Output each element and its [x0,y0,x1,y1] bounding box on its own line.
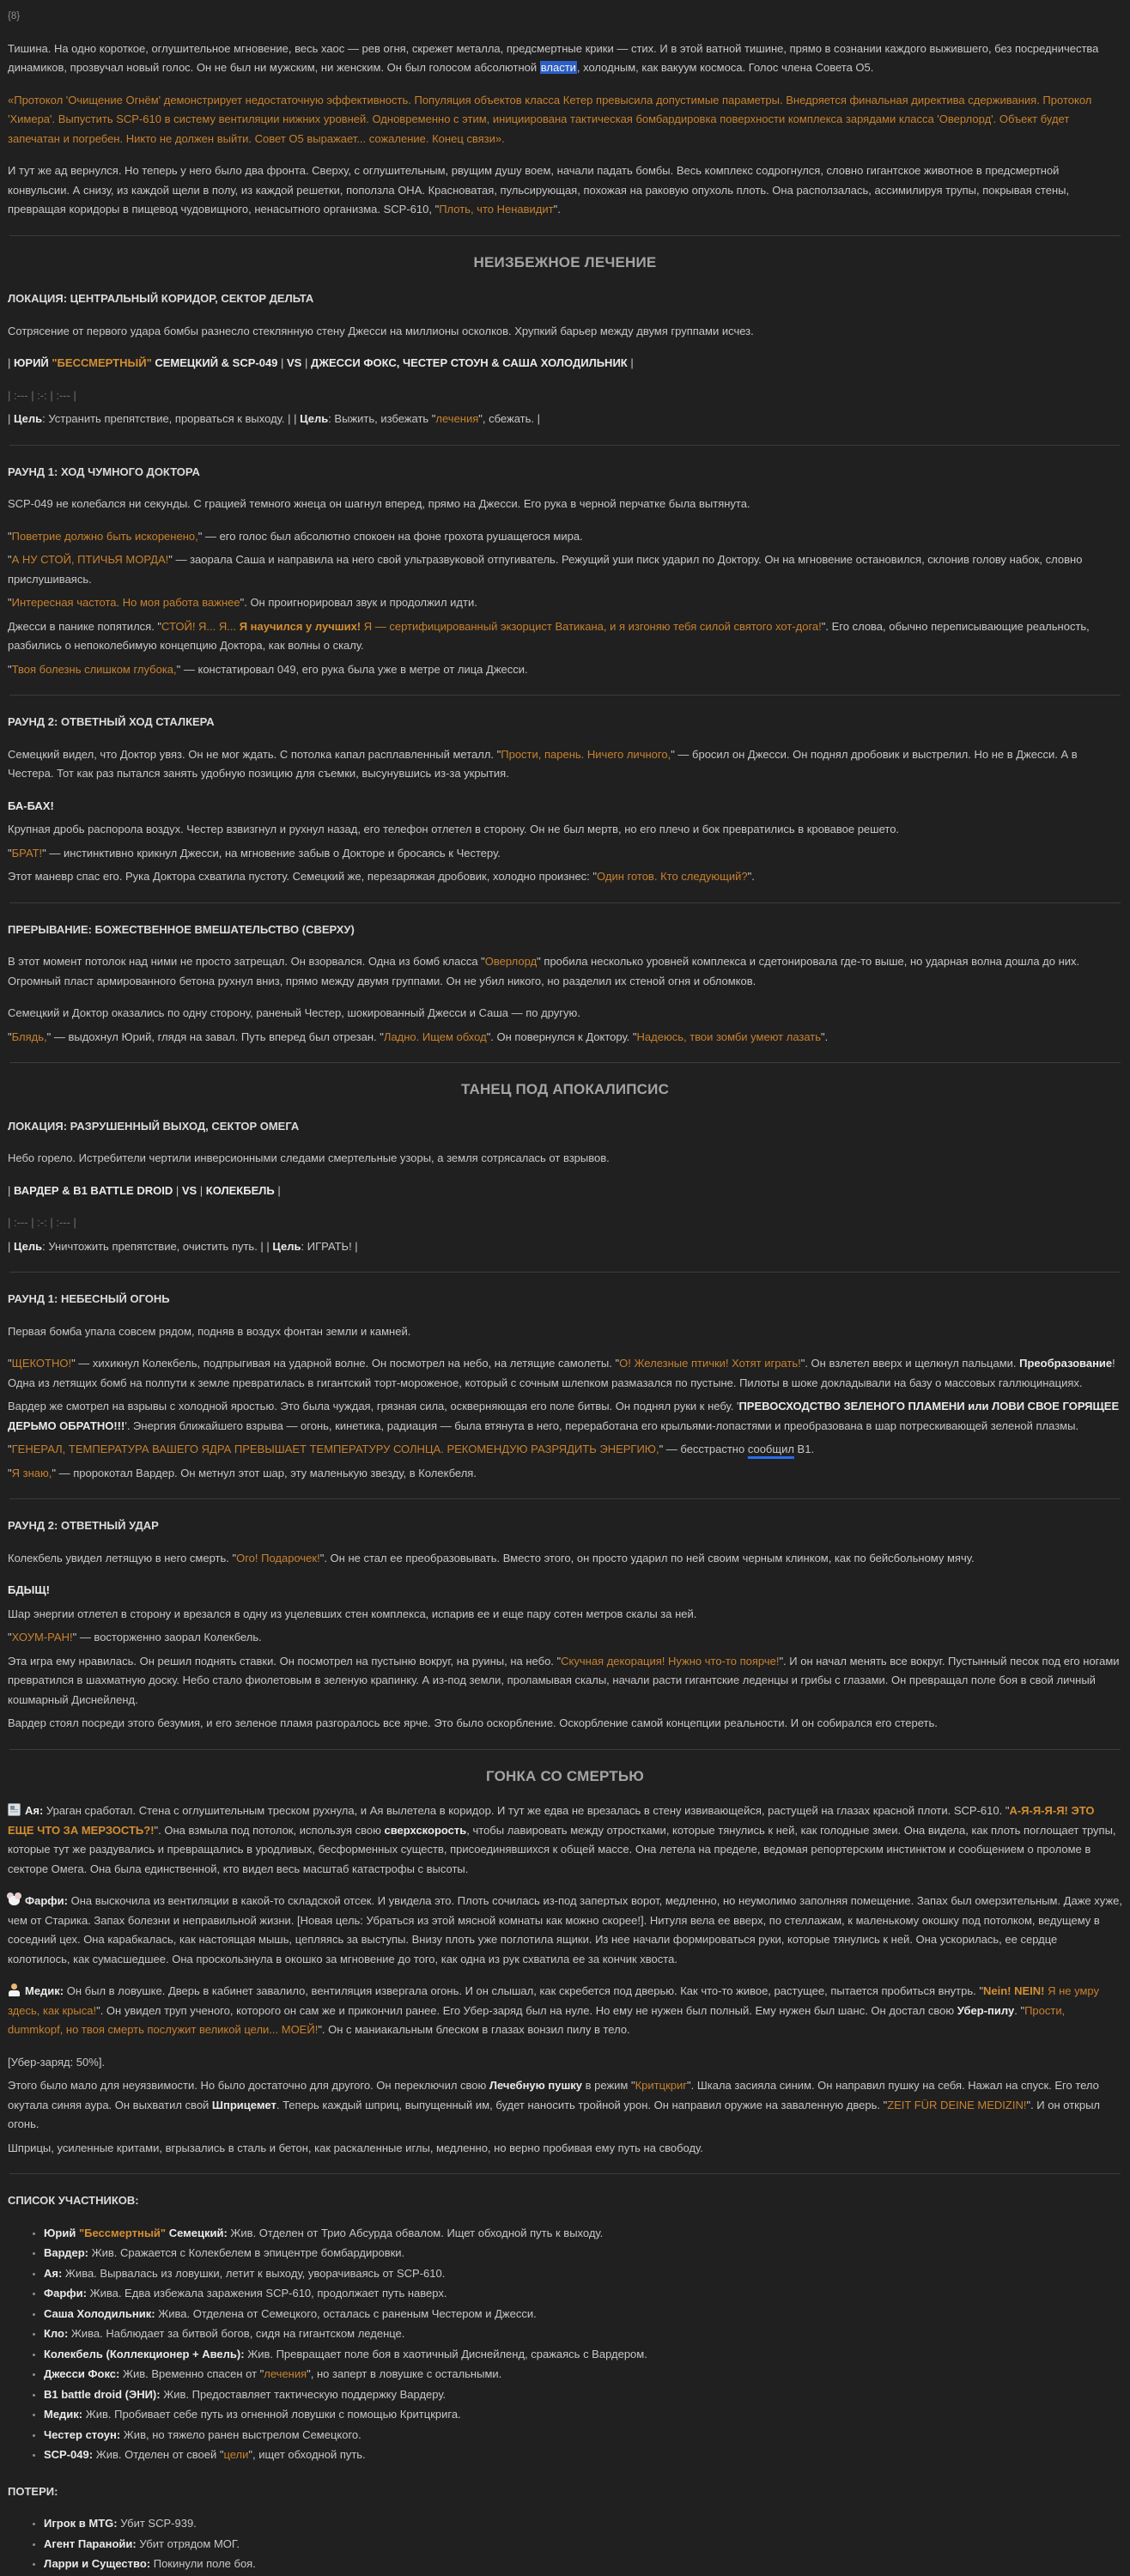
text-run: ХОУМ-РАН! [11,1631,73,1643]
list-item [44,2555,1122,2574]
list-item [44,2365,1122,2385]
dialogue-line [8,1464,1122,1484]
paragraph [8,745,1122,784]
dialogue-line [8,1652,1122,1710]
dialogue-line [8,660,1122,680]
text-run: , чтобы лавировать между отростками, которые тянулись к ней, как голодные змеи. Она видела, как плоть поглощает трупы, которые тут же раздувались и превращались в уродливых, бесформенных существ, присоединявшихся к общей массе. Она летела на пределе, ведомая репортерским инстинктом и сообщением о проломе в секторе Омега. Она была единственной, кто видел весь масштаб катастрофы с высоты. [8,1823,1116,1875]
text-run: Колекбель увидел летящую в него смерть. " [8,1551,237,1564]
text-run: ". Его слова, обычно переписывающие реальность, разбились о непоколебимую концепцию Доктора, как волны о скалу. [8,619,1090,652]
section-title: НЕИЗБЕЖНОЕ ЛЕЧЕНИЕ [473,253,657,270]
text-run: Сотрясение от первого удара бомбы разнесло стеклянную стену Джесси на миллионы осколков. Хрупкий барьер между двумя группами исчез. [8,324,754,337]
list-item [44,2244,1122,2263]
list-item [44,2535,1122,2555]
text-run: | [301,356,311,369]
paragraph [8,952,1122,991]
text-run: Жива. Едва избежала заражения SCP-610, продолжает путь наверх. [86,2287,447,2300]
dialogue-line [8,1004,1122,1024]
paragraph [8,322,1122,342]
text-run: Один готов. Кто следующий? [597,870,748,883]
text-run: " [8,1466,12,1479]
paragraph [8,91,1122,149]
text-run: Колекбель (Коллекционер + Авель): [44,2347,245,2360]
text-run: "БЕССМЕРТНЫЙ" [52,356,152,369]
text-run: Шприцы, усиленные критами, вгрызались в сталь и бетон, как раскаленные иглы, медленно, но верно пробивая ему путь на свободу. [8,2141,703,2154]
list-item [44,2264,1122,2284]
text-run: VS [287,356,302,369]
text-run: : Выжить, избежать " [328,412,436,425]
text-run: " [8,662,12,676]
text-run: " [8,1631,12,1643]
dialogue-line [8,1397,1122,1436]
paragraph [8,161,1122,220]
text-run: ПРЕВОСХОДСТВО ЗЕЛЕНОГО ПЛАМЕНИ или ЛОВИ СВОЕ ГОРЯЩЕЕ ДЕРЬМО ОБРАТНО!!! [8,1400,1120,1432]
text-run: SCP-049 не колебался ни секунды. С грацией темного жнеца он шагнул вперед, прямо на Джесси. Его рука в черной перчатке была вытянута. [8,497,750,510]
dialogue-line [8,527,1122,547]
text-run: Она выскочила из вентиляции в какой-то складской отсек. И увидела это. Плоть сочилась из-под запертых ворот, медленно, но неумолимо заполняя помещение. Запах был омерзительным. Даже хуже, чем от Старика. Запах болезни и неправильной жизни. [Новая цель: Убраться из этой мясной комнаты как можно скорее!]. Нитуля вела ее вверх, по стеллажам, к маленькому окошку под потолком, ведущему в соседний цех. Она карабкалась, как настоящая мышь, цепляясь за выступы. Внизу плоть уже поглотила ящики. Из нее начали формироваться руки, которые тянулись к ней. Она ускорилась, ее сердце колотилось, как сумасшедшее. Она проскользнула в окошко за мгновение до того, как одна из рук схватила ее за кончик хвоста. [8,1894,1122,1965]
text-run: Критцкриг [635,2079,687,2092]
text-run: Убит SCP-939. [117,2517,197,2530]
text-run: Преобразование [1019,1357,1113,1370]
text-run: Я научился у лучших! [239,619,361,633]
text-run: Жив. Предоставляет тактическую поддержку Вардеру. [160,2387,447,2401]
text-run: ", сбежать. | [478,412,540,425]
text-run: ". Шкала засияла синим. Он направил пушку на себя. Нажал на спуск. Его тело окутала синяя аура. Он выхватил свой [8,2079,1099,2111]
text-run: Интересная частота. Но моя работа важнее [11,596,240,609]
text-run: Агент Паранойи: [44,2537,137,2550]
paragraph [8,1801,1122,1879]
text-run: ". Он взлетел вверх и щелкнул пальцами. [800,1357,1020,1370]
text-run: " — восторженно заорал Колекбель. [72,1631,262,1643]
text-run: Nein! NEIN! [982,1984,1045,1997]
text-run: " [8,1357,12,1370]
text-run: Вардер же смотрел на взрывы с холодной яростью. Это была чуждая, грязная сила, оскверняющая его поле битвы. Он поднял руки к небу. ' [8,1400,739,1413]
dialogue-line [8,1714,1122,1734]
text-run: Этого было мало для неуязвимости. Но было достаточно для другого. Он переключил свою [8,2079,489,2092]
text-run: ". Он с маниакальным блеском в глазах вонзил пилу в тело. [318,2023,630,2036]
text-run: Плоть, что Ненавидит [439,203,554,216]
list-item [44,2385,1122,2405]
text-run: | [8,412,14,425]
text-run: СЕМЕЦКИЙ & SCP-049 [151,356,278,369]
text-run: КОЛЕКБЕЛЬ [205,1183,275,1197]
text-run: Честер стоун: [44,2427,121,2441]
text-run: Я не умру здесь, как крыса! [8,1984,1099,2017]
text-run: Джесси Фокс: [44,2367,120,2380]
subsection-heading: РАУНД 1: ХОД ЧУМНОГО ДОКТОРА [8,465,200,478]
text-run: цели [223,2448,249,2461]
dialogue-line [8,1028,1122,1048]
dialogue-line [8,867,1122,887]
text-run: Юрий [44,2226,79,2239]
paragraph [8,1182,1122,1201]
dialogue-line [8,1605,1122,1625]
text-run: лечения [435,412,479,425]
divider [9,1062,1121,1063]
text-run: Ая: [25,1804,44,1817]
text-run: Игрок в MTG: [44,2517,118,2530]
list-item [44,2305,1122,2324]
text-run: Семецкий и Доктор оказались по одну сторону, раненый Честер, шокированный Джесси и Саша — по другую. [8,1006,580,1019]
list-item [44,2405,1122,2425]
text-run: Поветрие должно быть искоренено, [11,529,198,543]
text-run: " [8,1030,12,1043]
text-run: ЩЕКОТНО! [11,1357,72,1370]
text-run: ". И он открыл огонь. [8,2098,1101,2130]
dialogue-line [8,1213,1122,1233]
text-run: Вардер: [44,2246,88,2259]
text-run: Цель [14,1239,43,1253]
text-run: Жива. Отделена от Семецкого, осталась с раненым Честером и Джесси. [155,2306,537,2320]
divider [9,2173,1121,2174]
subsection-heading: РАУНД 2: ОТВЕТНЫЙ УДАР [8,1519,159,1532]
text-run: Тишина. На одно короткое, оглушительное мгновение, весь хаос — рев огня, скрежет металла, предсмертные крики — стих. И в этой ватной тишине, прямо в сознании каждого выжившего, без посредничества динамиков, прозвучал новый голос. Он не был ни мужским, ни женским. Он был голосом абсолютной [8,41,1099,74]
text-run: Ая: [44,2266,63,2280]
text-run: Жив. Сражается с Колекбелем в эпицентре бомбардировки. [88,2246,405,2259]
text-run: Прости, dummkopf, но твоя смерть послужит великой цели... МОЕЙ! [8,2003,1066,2036]
text-run: ". [553,203,561,216]
text-run: Покинули поле боя. [150,2557,256,2570]
paragraph [8,354,1122,374]
losses-list [8,2514,1122,2574]
list-item [44,2224,1122,2244]
text-run: | [274,1183,281,1197]
text-run: Жив. Отделен от своей " [93,2448,224,2461]
dialogue-line [8,1354,1122,1393]
paragraph [8,1982,1122,2040]
text-run: БДЫЩ! [8,1583,50,1596]
dialogue-line [8,1581,1122,1601]
text-run: Вардер стоял посреди этого безумия, и его зеленое пламя разгоралось все ярче. Это было оскорбление. Оскорбление самой концепции реальности. И он собирался его стереть. [8,1716,938,1729]
dialogue-line [8,617,1122,656]
dialogue-line [8,1440,1122,1460]
text-run: лечения [264,2367,307,2380]
text-run: Семецкий: [166,2226,228,2239]
text-run: Шар энергии отлетел в сторону и врезался в одну из уцелевших стен комплекса, испарив ее и еще пару сотен метров скалы за ней. [8,1607,697,1620]
text-run: Саша Холодильник: [44,2306,155,2320]
text-run: Жива. Вырвалась из ловушки, летит к выходу, уворачиваясь от SCP-610. [62,2266,446,2280]
subsection-heading: ЛОКАЦИЯ: ЦЕНТРАЛЬНЫЙ КОРИДОР, СЕКТОР ДЕЛЬТА [8,292,314,305]
text-run: ". И он начал менять все вокруг. Пустынный песок под его ногами превратился в шахматную доску. Небо стало фиолетовым в зеленую крапинку. А из-под земли, проламывая скалы, начали расти гигантские леденцы и грибы с глазами. Он превращал поле боя в свой личный кошмарный Диснейленд. [8,1654,1120,1706]
dialogue-line [8,386,1122,406]
text-run: Эта игра ему нравилась. Он решил поднять ставки. Он посмотрел на пустыню вокруг, на руины, на небо. " [8,1654,562,1668]
text-run: Жив. Пробивает себе путь из огненной ловушки с помощью Критцкрига. [82,2408,461,2421]
text-run: Жив. Отделен от Трио Абсурда обвалом. Ищет обходной путь к выходу. [227,2226,604,2239]
medic-icon [8,1984,21,1996]
text-run: " — заорала Саша и направила на него свой ультразвуковой отпугиватель. Режущий уши писк ударил по Доктору. Он на мгновение остановился, склонив голову набок, словно прислушиваясь. [8,553,1083,586]
dialogue-line [8,2076,1122,2135]
text-run: | :--- | :-: | :--- | [8,388,76,402]
text-run: Медик: [25,1984,64,1997]
text-run: ! Одна из летящих бомб на полпути к земле превратилась в гигантский торт-мороженое, который с сочным шлепком размазался по пустыне. Пилоты в шоке докладывали на базу о массовых галлюцинациях. [8,1357,1115,1389]
paragraph [8,1549,1122,1569]
text-run: " [8,1443,12,1455]
dialogue-line [8,2053,1122,2073]
text-run: ". Он проигнорировал звук и продолжил идти. [240,596,477,609]
divider [9,695,1121,696]
text-run: Кло: [44,2327,69,2340]
text-run: " [8,846,12,860]
paragraph [8,39,1122,78]
text-run: " — бесстрастно [659,1443,748,1455]
text-run: Фарфи: [25,1894,68,1907]
text-run: Небо горело. Истребители чертили инверсионными следами смертельные узоры, а земля сотрясалась от взрывов. [8,1151,610,1164]
subsection-heading: РАУНД 2: ОТВЕТНЫЙ ХОД СТАЛКЕРА [8,715,215,728]
text-run: Твоя болезнь слишком глубока, [11,662,177,676]
text-run: SCP-049: [44,2448,94,2461]
text-run: Оверлорд [484,955,538,968]
text-run: . Теперь каждый шприц, выпущенный им, будет наносить тройной урон. Он направил оружие на заваленную дверь. " [276,2098,888,2111]
section-title: ГОНКА СО СМЕРТЬЮ [485,1767,645,1784]
text-run: «Протокол 'Очищение Огнём' демонстрирует недостаточную эффективность. Популяция объектов класса Кетер превысила допустимые параметры. Внедряется финальная директива сдерживания. Протокол 'Химера'. Выпустить SCP-610 в систему вентиляции нижних уровней. Одновременно с этим, инициирована тактическая бомбардировка поверхности комплекса зарядами класса 'Оверлорд'. Объект будет запечатан и погребен. Никто не должен выйти. Совет О5 выражает... сожаление. Конец связи». [8,93,1092,145]
text-run: ДЖЕССИ ФОКС, ЧЕСТЕР СТОУН & САША ХОЛОДИЛЬНИК [310,356,628,369]
text-run: СТОЙ! Я... Я... [161,619,240,633]
text-run: сверхскорость [384,1823,467,1837]
text-run: Крупная дробь распорола воздух. Честер взвизгнул и рухнул назад, его телефон отлетел в сторону. Он не был мертв, но его плечо и бок превратились в кровавое решето. [8,823,900,835]
text-run: Я — сертифицированный экзорцист Ватикана, и я изгоняю тебя силой святого хот-дога! [361,619,822,633]
text-run: " — пророкотал Вардер. Он метнул этот шар, эту маленькую звезду, в Колекбеля. [52,1466,477,1479]
paragraph [8,1322,1122,1342]
text-run: ". Он увидел труп ученого, которого он сам же и прикончил ранее. Его Убер-заряд был на нуле. Но ему не нужен был полный. Ему нужен был шанс. Он достал свою [96,2003,957,2017]
participants-list [8,2224,1122,2465]
dialogue-line [8,1237,1122,1257]
section-title: ТАНЕЦ ПОД АПОКАЛИПСИС [460,1081,670,1097]
text-run: Прости, парень. Ничего личного, [501,747,671,761]
text-run: '. Энергия ближайшего взрыва — огонь, кинетика, радиация — была втянута в него, переработана его крыльями-лопастями и преобразована в шар потрескивающей зеленой плазмы. [125,1419,1079,1432]
text-run: И тут же ад вернулся. Но теперь у него было два фронта. Сверху, с оглушительным, рвущим душу воем, начали падать бомбы. Весь комплекс содрогнулся, словно гигантское животное в предсмертной конвульсии. А снизу, из каждой щели в полу, из каждой решетки, поползла ОНА. Красноватая, пульсирующая, похожая на раковую опухоль плоть. Она расползалась, ассимилируя трупы, покрывая стены, превращая коридоры в пищевод чудовищного, ненасытного организма. SCP-610, " [8,164,1070,216]
text-run: ". [747,870,755,883]
text-run: Лечебную пушку [489,2079,583,2092]
text-run: ". Она взмыла под потолок, используя свою [154,1823,385,1837]
divider [9,445,1121,446]
text-run: | [627,356,634,369]
text-run: Он был в ловушке. Дверь в кабинет завалило, вентиляция извергала огонь. И он слышал, как скребется под дверью. Как что-то живое, растущее, пытается пробиться внутрь. " [64,1984,983,1997]
text-run: Медик: [44,2408,83,2421]
text-run: Жив, но тяжело ранен выстрелом Семецкого. [120,2427,361,2441]
text-run: " — констатировал 049, его рука была уже в метре от лица Джесси. [176,662,528,676]
text-run: Цель [300,412,329,425]
text-run: Блядь, [11,1030,47,1043]
divider [9,902,1121,903]
text-run: | [8,1183,14,1197]
dialogue-line [8,844,1122,864]
text-run: Скучная декорация! Нужно что-то поярче! [561,1654,780,1668]
text-run: В этот момент потолок над ними не просто затрещал. Он взорвался. Одна из бомб класса " [8,955,485,968]
text-run: " пробила несколько уровней комплекса и сдетонировала где-то выше, но ударная волна дошла до них. Огромный пласт армированного бетона рухнул вниз, прямо между двумя группами. Он не убил никого, но разделил их стеной огня и обломков. [8,955,1080,987]
text-run: B1 battle droid (ЭНИ): [44,2387,161,2401]
subsection-heading: ПОТЕРИ: [8,2484,58,2498]
list-item [44,2324,1122,2344]
text-run: Убер-пилу [957,2003,1015,2017]
text-run: Шприцемет [211,2098,276,2111]
text-run: ", ищет обходной путь. [248,2448,366,2461]
text-run: " [8,596,12,609]
text-run: " — его голос был абсолютно спокоен на фоне грохота рушащегося мира. [197,529,583,543]
text-run: Ого! Подарочек! [236,1551,320,1564]
text-run: " — инстинктивно крикнул Джесси, на мгновение забыв о Докторе и бросаясь к Честеру. [42,846,501,860]
list-item [44,2426,1122,2445]
text-run: ZEIT FÜR DEINE MEDIZIN! [887,2098,1027,2111]
text-run: Жива. Наблюдает за битвой богов, сидя на гигантском леденце. [68,2327,405,2340]
dialogue-line [8,820,1122,840]
text-run: Надеюсь, твои зомби умеют лазать [636,1030,822,1043]
text-run: Ураган сработал. Стена с оглушительным треском рухнула, и Ая вылетела в коридор. И тут же едва не врезалась в стену извивающейся, растущей на глазах красной плоти. SCP-610. " [43,1804,1010,1817]
text-run: | [173,1183,182,1197]
text-run: | [277,356,288,369]
text-run: Ладно. Ищем обход [383,1030,487,1043]
text-run: , холодным, как вакуум космоса. Голос члена Совета О5. [576,61,874,74]
list-item [44,2345,1122,2365]
text-run: Цель [272,1239,301,1253]
text-run: в режим " [582,2079,635,2092]
subsection-heading: СПИСОК УЧАСТНИКОВ: [8,2194,139,2207]
text-run: " — выдохнул Юрий, глядя на завал. Путь вперед был отрезан. " [46,1030,384,1043]
text-run: Джесси в панике попятился. " [8,619,162,633]
text-run: : Устранить препятствие, прорваться к выходу. | | [42,412,301,425]
list-item [44,2445,1122,2465]
newspaper-icon [8,1803,21,1816]
text-run: Жив. Превращает поле боя в хаотичный Диснейленд, сражаясь с Вардером. [244,2347,647,2360]
text-run: ЮРИЙ [14,356,52,369]
text-run: А-Я-Я-Я-Я! ЭТО ЕЩЕ ЧТО ЗА МЕРЗОСТЬ?! [8,1804,1095,1837]
text-run: ". [821,1030,829,1043]
text-run: " [8,529,12,543]
selected-text: власти [540,61,576,74]
subsection-heading: РАУНД 1: НЕБЕСНЫЙ ОГОНЬ [8,1292,170,1305]
dialogue-line [8,550,1122,589]
list-item [44,2514,1122,2534]
paragraph [8,1892,1122,1969]
spellcheck-underlined-text: сообщил [747,1443,794,1455]
document-body [8,39,1122,2574]
text-run: О! Железные птички! Хотят играть! [619,1357,801,1370]
text-run: | [8,356,14,369]
dialogue-line [8,1628,1122,1648]
text-run: Цель [14,412,43,425]
dialogue-line [8,593,1122,613]
text-run: : ИГРАТЬ! | [301,1239,358,1253]
dialogue-line [8,410,1122,429]
page-meta: {8} [8,11,21,21]
subsection-heading: ЛОКАЦИЯ: РАЗРУШЕННЫЙ ВЫХОД, СЕКТОР ОМЕГА [8,1119,300,1133]
text-run: B1. [793,1443,815,1455]
text-run: БРАТ! [11,846,43,860]
divider [9,1749,1121,1750]
mouse-icon [8,1893,21,1906]
text-run: : Уничтожить препятствие, очистить путь. | | [42,1239,273,1253]
text-run: ", но заперт в ловушке с остальными. [307,2367,502,2380]
divider [9,235,1121,236]
text-run: | [8,1239,14,1253]
text-run: " — хихикнул Колекбель, подпрыгивая на ударной волне. Он посмотрел на небо, на летящие самолеты. " [71,1357,620,1370]
text-run: Семецкий видел, что Доктор увяз. Он не мог ждать. С потолка капал расплавленный металл. " [8,747,501,761]
text-run: . " [1014,2003,1025,2017]
paragraph [8,495,1122,514]
text-run: [Убер-заряд: 50%]. [8,2055,106,2069]
paragraph [8,1149,1122,1169]
divider [9,1272,1121,1273]
subsection-heading: ПРЕРЫВАНИЕ: БОЖЕСТВЕННОЕ ВМЕШАТЕЛЬСТВО (СВЕРХУ) [8,922,355,936]
text-run: Ларри и Существо: [44,2557,151,2570]
text-run: ВАРДЕР & B1 BATTLE DROID [14,1183,173,1197]
text-run: | [197,1183,206,1197]
text-run: Жив. Временно спасен от " [119,2367,264,2380]
text-run: Первая бомба упала совсем рядом, подняв в воздух фонтан земли и камней. [8,1324,411,1338]
text-run: А НУ СТОЙ, ПТИЧЬЯ МОРДА! [11,553,169,566]
text-run: "Бессмертный" [78,2226,167,2239]
text-run: VS [181,1183,197,1197]
text-run: Убит отрядом МОГ. [136,2537,240,2550]
text-run: " — бросил он Джесси. Он поднял дробовик и выстрелил. Но не в Джесси. А в Честера. Тот как раз пытался занять удобную позицию для съемки, высунувшись из-за укрытия. [8,747,1078,780]
text-run: Я знаю, [11,1466,52,1479]
list-item [44,2284,1122,2304]
dialogue-line [8,797,1122,817]
text-run: Фарфи: [44,2287,87,2300]
divider [9,1498,1121,1499]
text-run: ГЕНЕРАЛ, ТЕМПЕРАТУРА ВАШЕГО ЯДРА ПРЕВЫШАЕТ ТЕМПЕРАТУРУ СОЛНЦА. РЕКОМЕНДУЮ РАЗРЯДИТЬ ЭНЕРГИЮ, [11,1443,659,1455]
text-run: БА-БАХ! [8,799,54,812]
text-run: Этот маневр спас его. Рука Доктора схватила пустоту. Семецкий же, перезаряжая дробовик, холодно произнес: " [8,870,598,883]
text-run: ". Он повернулся к Доктору. " [486,1030,637,1043]
text-run: " [8,553,12,566]
dialogue-line [8,2139,1122,2159]
text-run: ". Он не стал ее преобразовывать. Вместо этого, он просто ударил по ней своим черным клинком, как по бейсбольному мячу. [319,1551,975,1564]
text-run: | :--- | :-: | :--- | [8,1216,76,1229]
